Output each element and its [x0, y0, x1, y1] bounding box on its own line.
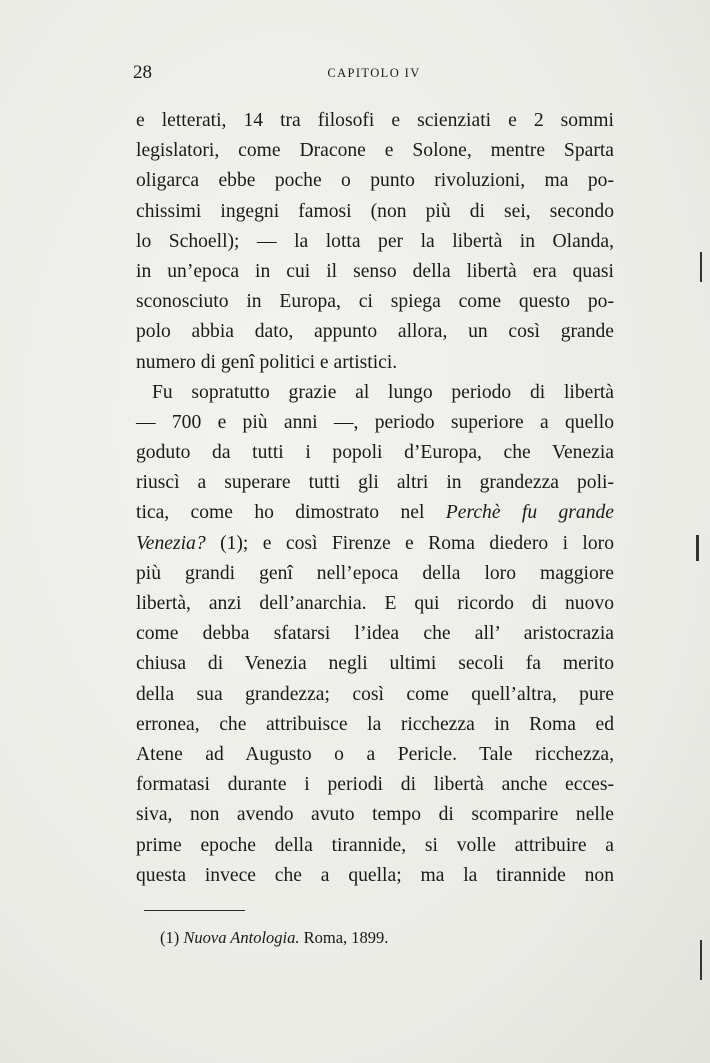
- text-line: sconosciuto in Europa, ci spiega come questo po-: [136, 291, 614, 313]
- footnote-text: Roma, 1899.: [299, 928, 389, 947]
- page-header: [133, 62, 615, 88]
- edge-mark: [700, 940, 702, 980]
- text-line: libertà, anzi dell’anarchia. E qui ricordo di nuovo: [136, 593, 614, 614]
- text-line: chiusa di Venezia negli ultimi secoli fa merito: [136, 653, 614, 675]
- text-line-with-title: [136, 529, 614, 559]
- text-line: formatasi durante i periodi di libertà anche ecces-: [136, 774, 614, 796]
- text-line: polo abbia dato, appunto allora, un così grande: [136, 321, 614, 343]
- text-line: oligarca ebbe poche o punto rivoluzioni, ma po-: [136, 170, 614, 192]
- edge-mark: [700, 252, 702, 282]
- text-line: siva, non avendo avuto tempo di scomparire nelle: [136, 804, 614, 826]
- text-line: legislatori, come Dracone e Solone, mentre Sparta: [136, 140, 614, 162]
- text-line: goduto da tutti i popoli d’Europa, che Venezia: [136, 442, 614, 464]
- footnote-marker: (1): [160, 928, 180, 947]
- text-line: come debba sfatarsi l’idea che all’ aristocrazia: [136, 623, 614, 645]
- page-number: 28: [133, 62, 152, 83]
- body-text: [136, 106, 614, 891]
- footnote-rule: [144, 910, 245, 911]
- text-line: più grandi genî nell’epoca della loro maggiore: [136, 562, 614, 584]
- text-line: Atene ad Augusto o a Pericle. Tale ricchezza,: [136, 743, 614, 765]
- text-line: questa invece che a quella; ma la tirannide non: [136, 864, 614, 886]
- text-line: e letterati, 14 tra filosofi e scienziati e 2 sommi: [136, 110, 614, 131]
- text-line: numero di genî politici e artistici.: [136, 351, 398, 373]
- edge-mark: [696, 535, 699, 561]
- text-segment: (1); e così Firenze e Roma diedero i loro: [220, 532, 614, 554]
- text-line-with-title: [136, 498, 614, 528]
- footnote-title: Nuova Antologia.: [183, 928, 300, 947]
- paragraph-start-line: Fu sopratutto grazie al lungo periodo di libertà: [152, 381, 614, 403]
- text-line: in un’epoca in cui il senso della libertà era quasi: [136, 260, 614, 282]
- cited-title: Perchè fu grande: [445, 502, 615, 524]
- text-line: prime epoche della tirannide, si volle attribuire a: [136, 834, 614, 856]
- text-segment: tica, come ho dimostrato nel: [136, 502, 425, 524]
- text-line: chissimi ingegni famosi (non più di sei, secondo: [136, 200, 614, 222]
- text-line: riuscì a superare tutti gli altri in grandezza poli-: [136, 472, 614, 494]
- running-head: CAPITOLO IV: [327, 66, 421, 80]
- text-line: lo Schoell); — la lotta per la libertà in Olanda,: [136, 230, 614, 252]
- text-line: erronea, che attribuisce la ricchezza in Roma ed: [136, 713, 614, 735]
- cited-title-continued: Venezia?: [136, 532, 206, 554]
- text-line: della sua grandezza; così come quell’altra, pure: [136, 683, 614, 705]
- footnote: [160, 928, 388, 948]
- text-line: — 700 e più anni —, periodo superiore a quello: [136, 411, 614, 433]
